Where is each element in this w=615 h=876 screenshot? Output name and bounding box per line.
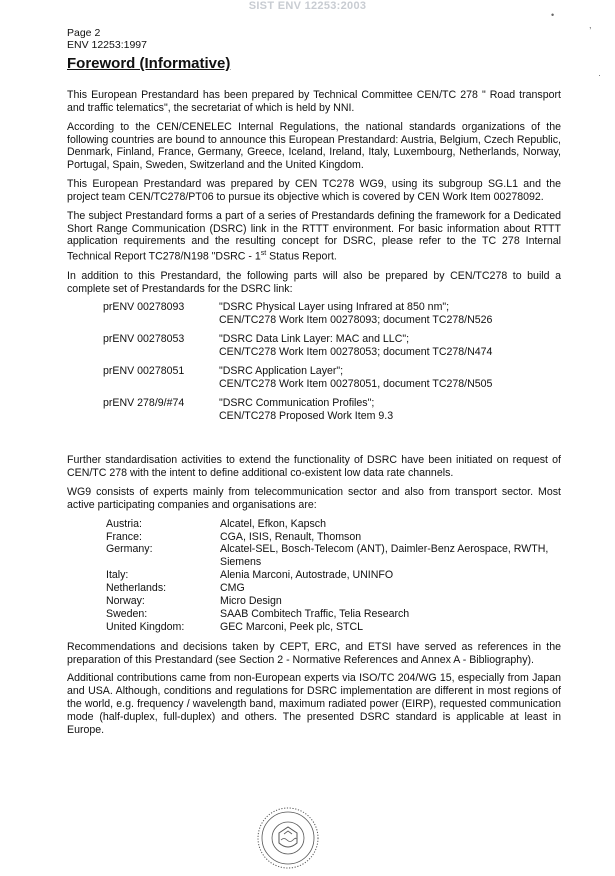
country-label: Netherlands: (106, 582, 167, 595)
organisation-row (106, 608, 561, 621)
organisation-names: GEC Marconi, Peek plc, STCL (220, 620, 364, 633)
part-description (219, 365, 561, 391)
organisation-row (106, 569, 561, 582)
section-title: Foreword (Informative) (67, 55, 231, 72)
scan-mark: · (598, 70, 601, 80)
paragraph-national-bodies: According to the CEN/CENELEC Internal Regulations, the national standards organizations of the following countries are bound to announce this European Prestandard: Austria, Belgium, Czech Republic, Denmark, Finland, France, Germany, Greece, Iceland, Ireland, Italy, Luxembourg, Netherlands, Norway, Portugal, Spain, Sweden, Switzerland and the United Kingdom. (67, 120, 561, 172)
scan-mark: • (551, 10, 555, 20)
paragraph-parts-intro: In addition to this Prestandard, the following parts will also be prepared by CEN/TC278 to build a complete set of Prestandards for the DSRC link: (67, 269, 561, 295)
organisation-row (106, 595, 561, 608)
organisation-row (106, 518, 561, 531)
part-row (103, 397, 561, 423)
part-code: prENV 278/9/#74 (103, 396, 185, 409)
paragraph-recommendations: Recommendations and decisions taken by CEPT, ERC, and ETSI have served as references in the preparation of this Prestandard (see Section 2 - Normative References and Annex A - Bibliography). (67, 640, 561, 666)
country-label: Sweden: (106, 608, 148, 621)
paragraph-subject (67, 210, 561, 264)
part-title: "DSRC Physical Layer using Infrared at 850 nm"; (219, 301, 450, 314)
part-row (103, 365, 561, 391)
superscript-st: st (260, 250, 267, 258)
paragraph-further-activities: Further standardisation activities to extend the functionality of DSRC have been initiated on request of CEN/TC 278 with the intent to define additional co-existent low data rate channels. (67, 454, 561, 480)
part-work-item: CEN/TC278 Work Item 00278051, document TC278/N505 (219, 377, 493, 390)
document-body (67, 89, 561, 743)
paragraph-preparation: This European Prestandard was prepared by CEN TC278 WG9, using its subgroup SG.L1 and the project team CEN/TC278/PT06 to pursue its objective which is covered by CEN Work Item 00278092. (67, 178, 561, 203)
part-code: prENV 00278051 (103, 364, 185, 377)
organisation-names: Alcatel, Efkon, Kapsch (220, 517, 326, 530)
paragraph-subject-end: Status Report. (266, 250, 337, 263)
part-title: "DSRC Application Layer"; (219, 364, 344, 377)
organisations-list (67, 518, 561, 634)
country-label: United Kingdom: (106, 620, 185, 633)
part-row (103, 333, 561, 359)
document-number: ENV 12253:1997 (67, 39, 147, 51)
organisation-row (106, 582, 561, 595)
part-description (219, 333, 561, 359)
watermark: SIST ENV 12253:2003 (248, 0, 367, 12)
part-work-item: CEN/TC278 Proposed Work Item 9.3 (219, 409, 394, 422)
country-label: Germany: (106, 543, 153, 556)
scan-mark: , (589, 20, 592, 30)
country-label: France: (106, 530, 142, 543)
country-label: Austria: (106, 517, 142, 530)
part-title: "DSRC Data Link Layer: MAC and LLC"; (219, 333, 410, 346)
official-seal-icon (256, 806, 320, 870)
organisation-row (106, 531, 561, 544)
organisation-names: Alcatel-SEL, Bosch-Telecom (ANT), Daimler-Benz Aerospace, RWTH, Siemens (220, 543, 549, 569)
organisation-names: SAAB Combitech Traffic, Telia Research (220, 608, 410, 621)
organisation-names: Micro Design (220, 595, 282, 608)
paragraph-subject-text: The subject Prestandard forms a part of a series of Prestandards defining the framework for a Dedicated Short Range Communication (DSRC) link in the RTTT environment. For basic information about RTTT application requirements and the resulting concept for DSRC, please refer to the TC 278 Internal Technical Report TC278/N198 "DSRC - 1 (67, 209, 561, 263)
part-description (219, 397, 561, 423)
country-label: Norway: (106, 595, 145, 608)
paragraph-wg9: WG9 consists of experts mainly from telecommunication sector and also from transport sector. Most active participating companies and organisations are: (67, 486, 561, 511)
parts-list (67, 301, 561, 422)
organisation-names: CMG (220, 582, 245, 595)
part-code: prENV 00278093 (103, 301, 185, 314)
organisation-names: Alenia Marconi, Autostrade, UNINFO (220, 569, 394, 582)
organisation-row (106, 543, 561, 569)
paragraph-contributions: Additional contributions came from non-European experts via ISO/TC 204/WG 15, especially from Japan and USA. Although, conditions and regulations for DSRC implementation are different in most regions of the world, e.g. frequency / wavelength band, maximum radiated power (EIRP), requested communication mode (half-duplex, full-duplex) and others. The presented DSRC standard is applicable at least in Europe. (67, 672, 561, 737)
country-label: Italy: (106, 569, 129, 582)
part-title: "DSRC Communication Profiles"; (219, 396, 375, 409)
part-description (219, 301, 561, 327)
organisation-names: CGA, ISIS, Renault, Thomson (220, 530, 362, 543)
organisation-row (106, 621, 561, 634)
part-work-item: CEN/TC278 Work Item 00278053; document TC278/N474 (219, 345, 493, 358)
part-work-item: CEN/TC278 Work Item 00278093; document TC278/N526 (219, 314, 493, 327)
page-number: Page 2 (67, 27, 101, 39)
page-header (67, 27, 147, 51)
part-code: prENV 00278053 (103, 333, 185, 346)
paragraph-secretariat: This European Prestandard has been prepared by Technical Committee CEN/TC 278 " Road transport and traffic telematics", the secretariat of which is held by NNI. (67, 89, 561, 114)
part-row (103, 301, 561, 327)
